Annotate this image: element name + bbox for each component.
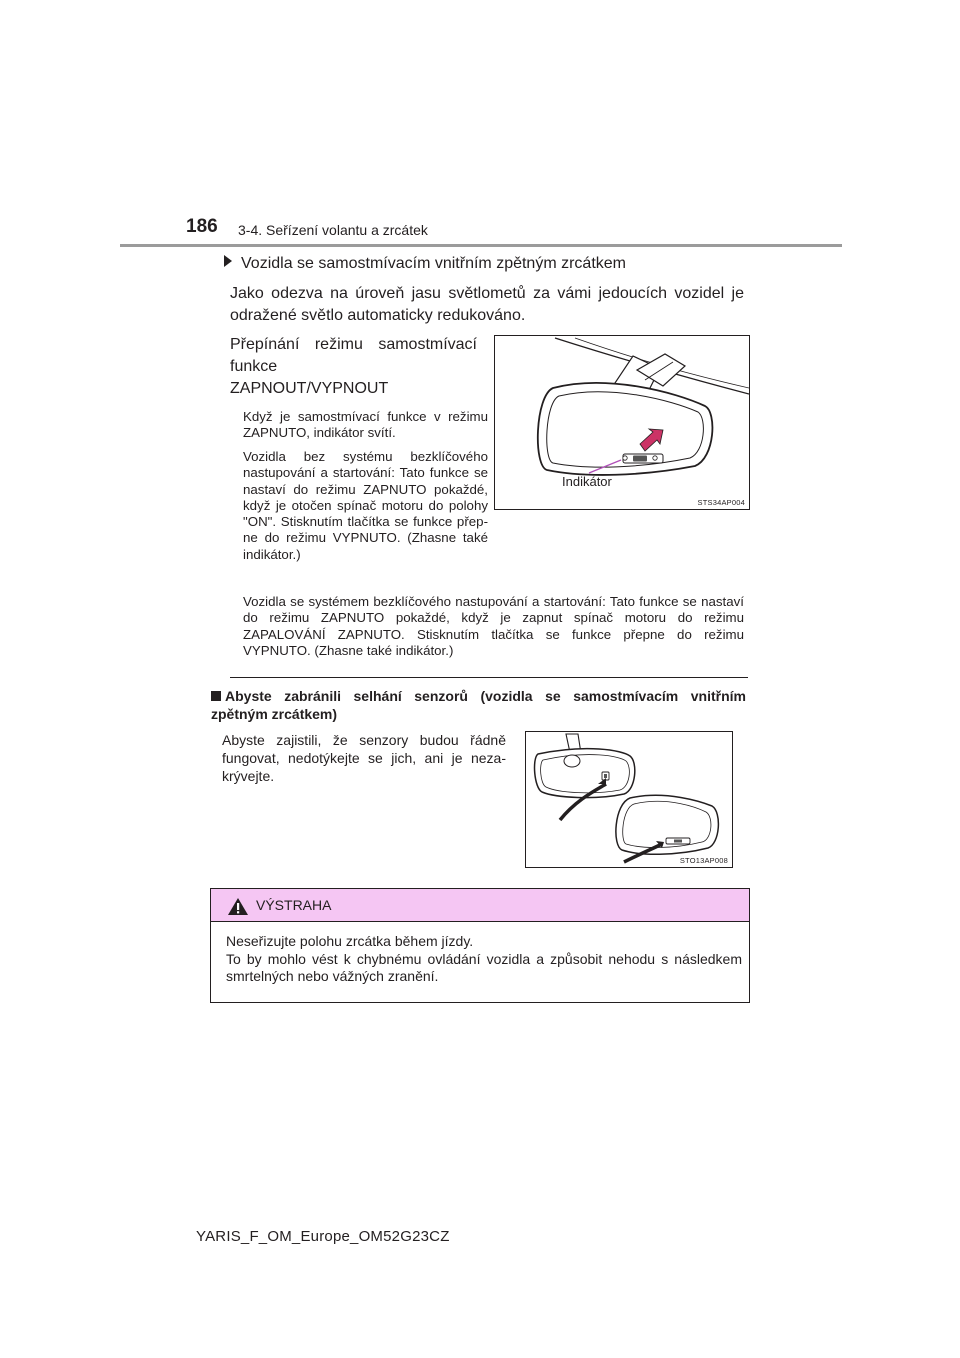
page-number: 186: [186, 216, 218, 237]
mirror-sensors-illustration: [526, 732, 732, 867]
warning-box: [210, 888, 750, 1003]
figure-2-code: STO13AP008: [679, 856, 728, 865]
warning-title: VÝSTRAHA: [256, 897, 332, 913]
sensor-heading-text: Abyste zabránili selhání senzorů (vozidla se samostmívacím vnitřním zpětným zrcátkem): [211, 688, 746, 722]
figure-1-code: STS34AP004: [697, 498, 745, 507]
note-with-keyless: Vozidla se systémem bezklíčového nastupování a startování: Tato funkce se nastaví do režimu ZAPNUTO pokaždé, když je zapnut spínač motoru do režimu ZAPALOVÁNÍ ZAPNUTO. Stisknutím tlačítka se funkce přepne do režimu VYPNUTO. (Zhasne také indikátor.): [243, 594, 744, 658]
mirror-figure-1: [494, 335, 750, 510]
intro-heading-text: Vozidla se samostmívacím vnitřním zpětným zrcátkem: [241, 255, 626, 272]
warning-text-line-2: To by mohlo vést k chybnému ovládání vozidla a způsobit nehodu s následkem smrtelných nebo vážných zranění.: [226, 950, 742, 984]
warning-text-line-1: Neseřizujte polohu zrcátka během jízdy.: [226, 933, 474, 949]
note-without-keyless: Vozidla bez systému bezklíčového nastupování a startování: Tato funkce se nastaví do režimu ZAPNUTO pokaždé, když je otočen spínač motoru do polohy "ON". Stisknutím tlačítka se funkce přepne do režimu VYPNUTO. (Zhasne také indikátor.): [243, 449, 488, 562]
switch-title: Přepínání režimu samostmívací funkce: [230, 336, 477, 375]
note-divider: [230, 677, 748, 678]
mirror-indicator-illustration: [495, 336, 749, 509]
warning-header: [211, 889, 749, 922]
footer-document-code: YARIS_F_OM_Europe_OM52G23CZ: [196, 1228, 450, 1245]
warning-text: [226, 933, 742, 986]
switch-on-off-label: ZAPNOUT/VYPNOUT: [230, 380, 389, 397]
indicator-label: Indikátor: [562, 474, 612, 489]
section-title: 3-4. Seřízení volantu a zrcátek: [238, 222, 428, 238]
sensor-paragraph: Abyste zajistili, že senzory budou řádně fungovat, nedotýkejte se jich, ani je nezakrývejte.: [222, 732, 506, 784]
note-indicator: Když je samostmívací funkce v režimu ZAPNUTO, indikátor svítí.: [243, 409, 488, 441]
intro-heading: [224, 255, 626, 273]
triangle-bullet-icon: [224, 255, 232, 267]
square-bullet-icon: [211, 691, 221, 701]
intro-paragraph: Jako odezva na úroveň jasu světlometů za vámi jedoucích vozidel je odražené světlo automaticky redukováno.: [230, 285, 744, 324]
sensor-heading: [211, 687, 746, 723]
warning-triangle-icon: [227, 897, 249, 916]
header-divider: [120, 244, 842, 247]
mirror-figure-2: [525, 731, 733, 868]
